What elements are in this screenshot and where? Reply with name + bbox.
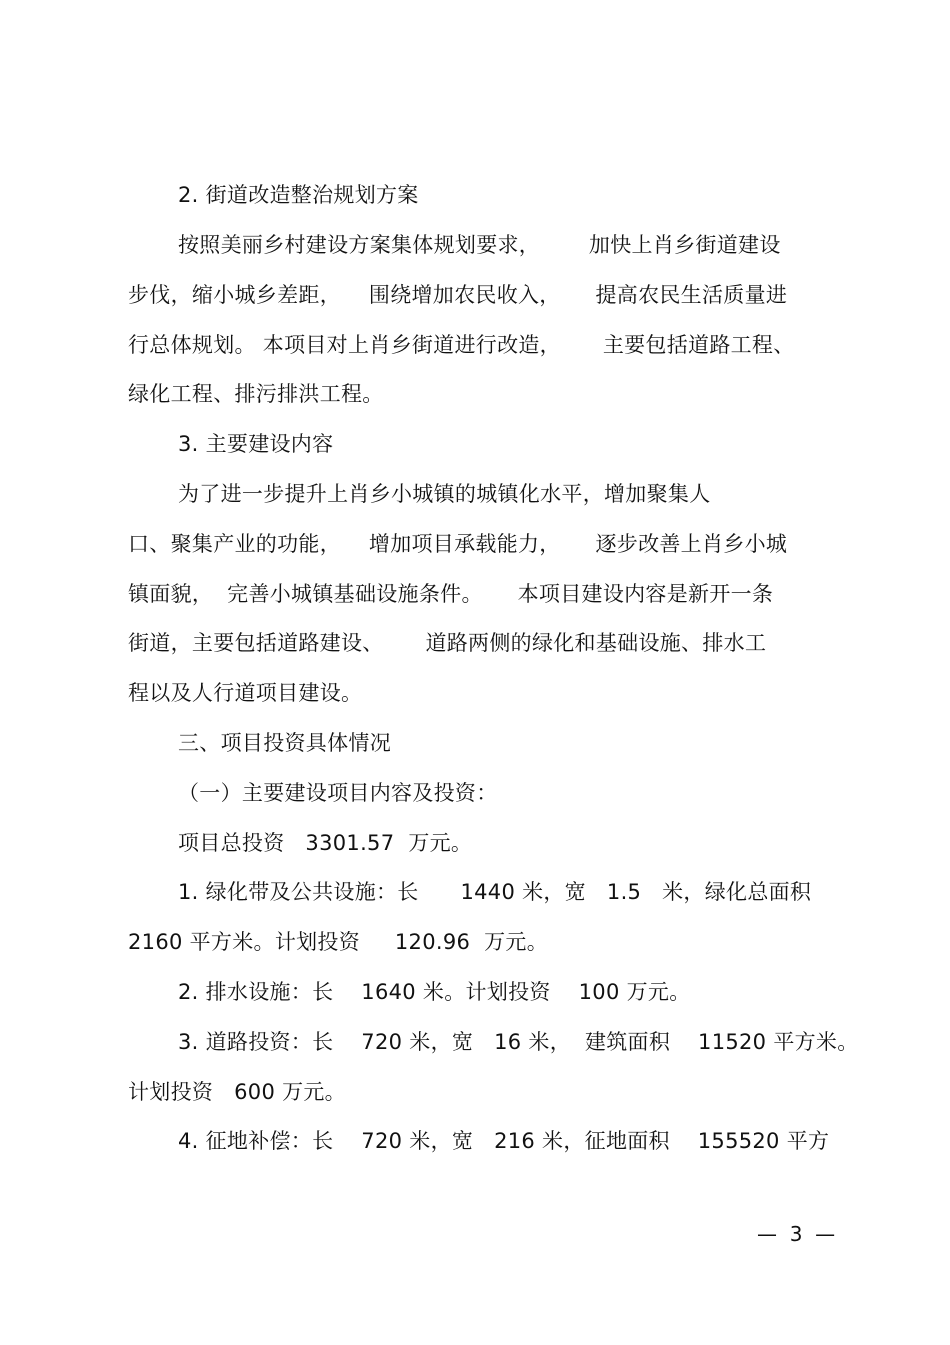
text-line: 口、聚集产业的功能， 增加项目承载能力， 逐步改善上肖乡小城 <box>128 532 788 556</box>
text-line: 3. 主要建设内容 <box>178 432 334 456</box>
text-line: 3. 道路投资：长 720 米，宽 16 米， 建筑面积 11520 平方米。 <box>178 1030 859 1054</box>
section-heading: 三、项目投资具体情况 <box>178 731 391 755</box>
text-line: 4. 征地补偿：长 720 米，宽 216 米，征地面积 155520 平方 <box>178 1129 830 1153</box>
subsection-heading: （一）主要建设项目内容及投资： <box>178 781 498 805</box>
text-line: 按照美丽乡村建设方案集体规划要求， 加快上肖乡街道建设 <box>178 233 781 257</box>
text-line: 1. 绿化带及公共设施：长 1440 米，宽 1.5 米，绿化总面积 <box>178 880 812 904</box>
page-number: — 3 — <box>757 1222 836 1246</box>
text-line: 2. 街道改造整治规划方案 <box>178 183 419 207</box>
text-line: 绿化工程、排污排洪工程。 <box>128 382 384 406</box>
text-line: 镇面貌， 完善小城镇基础设施条件。 本项目建设内容是新开一条 <box>128 582 774 606</box>
text-line: 街道，主要包括道路建设、 道路两侧的绿化和基础设施、排水工 <box>128 631 767 655</box>
text-line: 计划投资 600 万元。 <box>128 1080 346 1104</box>
text-line: 2160 平方米。计划投资 120.96 万元。 <box>128 930 549 954</box>
text-line: 步伐，缩小城乡差距， 围绕增加农民收入， 提高农民生活质量进 <box>128 283 788 307</box>
text-line: 程以及人行道项目建设。 <box>128 681 363 705</box>
text-line: 项目总投资 3301.57 万元。 <box>178 831 473 855</box>
text-line: 为了进一步提升上肖乡小城镇的城镇化水平，增加聚集人 <box>178 482 711 506</box>
text-line: 2. 排水设施：长 1640 米。计划投资 100 万元。 <box>178 980 691 1004</box>
text-line: 行总体规划。 本项目对上肖乡街道进行改造， 主要包括道路工程、 <box>128 333 795 357</box>
